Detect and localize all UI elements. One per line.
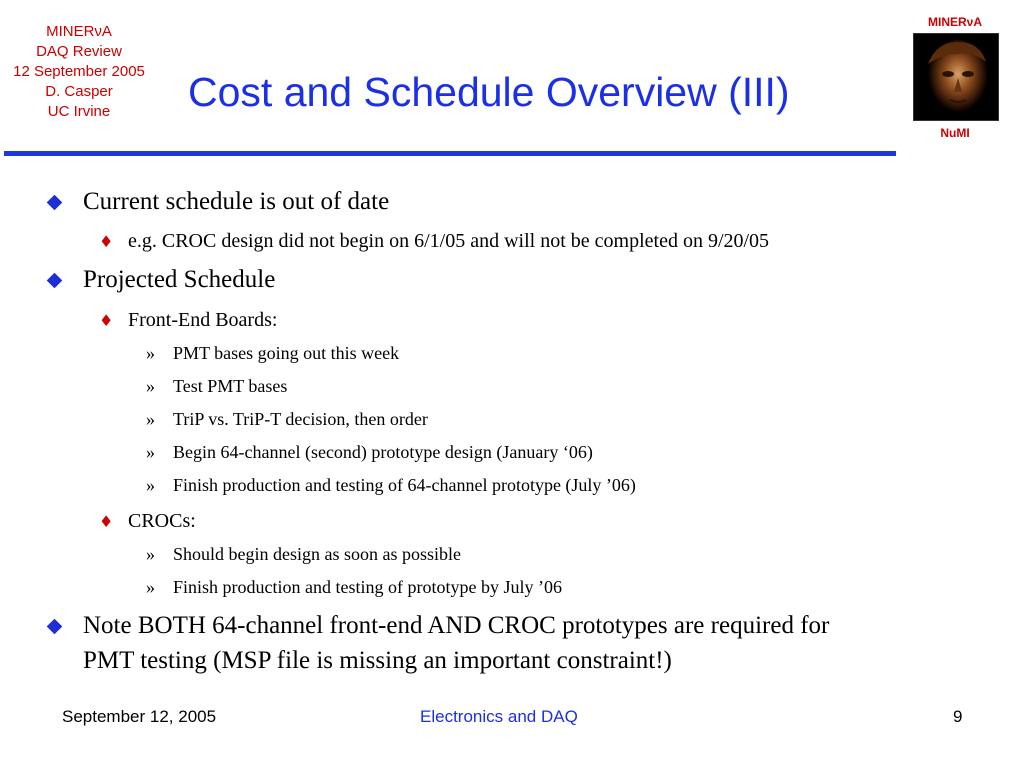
- title-divider: [4, 151, 896, 156]
- diamond-bullet-icon: [47, 195, 63, 211]
- bullet-projected-schedule: Projected Schedule: [83, 266, 276, 293]
- subbullet-crocs: CROCs:: [128, 510, 196, 532]
- experiment-name: MINERνA: [46, 23, 112, 40]
- diamond-bullet-icon: [47, 619, 63, 635]
- guillemet-bullet-icon: »: [146, 343, 155, 363]
- guillemet-bullet-icon: »: [146, 442, 155, 462]
- logo-face-graphic: [914, 34, 998, 120]
- review-name: DAQ Review: [36, 43, 122, 60]
- bullet-note-line1: Note BOTH 64-channel front-end AND CROC prototypes are required for: [83, 612, 830, 639]
- logo-caption-bottom: NuMI: [940, 126, 970, 140]
- minerva-face-logo-icon: [913, 33, 999, 121]
- slide-title: Cost and Schedule Overview (III): [188, 69, 790, 115]
- presenter-name: D. Casper: [45, 83, 113, 100]
- item-croc-finish-prototype: Finish production and testing of prototype by July ’06: [173, 577, 562, 597]
- item-begin-prototype-design: Begin 64-channel (second) prototype design (January ‘06): [173, 442, 593, 462]
- header-info: [0, 22, 158, 122]
- guillemet-bullet-icon: »: [146, 409, 155, 429]
- subbullet-front-end-boards: Front-End Boards:: [128, 309, 278, 331]
- item-finish-prototype: Finish production and testing of 64-channel prototype (July ’06): [173, 475, 636, 495]
- item-test-pmt-bases: Test PMT bases: [173, 376, 288, 396]
- bullet-note-line2: PMT testing (MSP file is missing an important constraint!): [83, 647, 672, 674]
- logo-caption-top: MINERνA: [927, 15, 982, 29]
- page-number: 9: [953, 707, 963, 726]
- diamond-bullet-icon: [47, 273, 63, 289]
- small-diamond-bullet-icon: ♦: [99, 512, 114, 531]
- item-pmt-bases-out: PMT bases going out this week: [173, 343, 400, 363]
- guillemet-bullet-icon: »: [146, 544, 155, 564]
- review-date: 12 September 2005: [13, 63, 145, 80]
- guillemet-bullet-icon: »: [146, 376, 155, 396]
- subbullet-croc-design: e.g. CROC design did not begin on 6/1/05 and will not be completed on 9/20/05: [128, 230, 770, 252]
- guillemet-bullet-icon: »: [146, 475, 155, 495]
- small-diamond-bullet-icon: ♦: [99, 311, 114, 330]
- bullet-current-schedule: Current schedule is out of date: [83, 188, 390, 215]
- item-trip-decision: TriP vs. TriP-T decision, then order: [173, 409, 428, 429]
- item-croc-begin-design: Should begin design as soon as possible: [173, 544, 461, 564]
- small-diamond-bullet-icon: ♦: [99, 232, 114, 251]
- footer-title: Electronics and DAQ: [420, 707, 578, 726]
- institution: UC Irvine: [47, 103, 111, 120]
- footer-date: September 12, 2005: [62, 707, 217, 726]
- guillemet-bullet-icon: »: [146, 577, 155, 597]
